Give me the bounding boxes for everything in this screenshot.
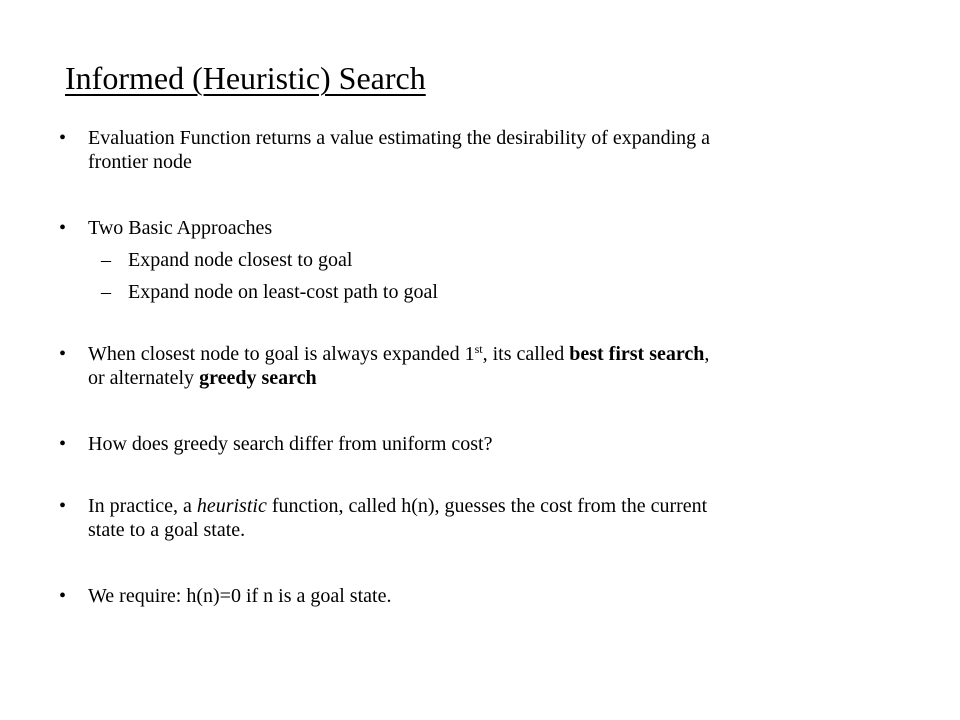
- bullet-marker: •: [59, 343, 67, 365]
- slide-title: Informed (Heuristic) Search: [65, 60, 426, 96]
- sub-bullet-least-cost-path: [101, 280, 801, 304]
- bullet-marker: •: [59, 217, 67, 239]
- bullet-text: Two Basic Approaches: [88, 217, 273, 239]
- superscript: st: [474, 342, 483, 356]
- sub-bullet-text: Expand node closest to goal: [128, 249, 353, 271]
- term-heuristic: heuristic: [196, 495, 267, 517]
- term-greedy-search: greedy search: [199, 367, 317, 389]
- bullet-text: In practice, a heuristic function, called h(n), guesses the cost from the current state to a goal state.: [88, 495, 708, 541]
- bullet-evaluation-function: [59, 126, 819, 174]
- bullet-marker: •: [59, 495, 67, 517]
- bullet-two-basic-approaches: [59, 216, 819, 240]
- bullet-best-first-search: [59, 342, 819, 390]
- bullet-text: When closest node to goal is always expanded 1st, its called best first search, or alternately greedy search: [88, 342, 710, 389]
- sub-bullet-marker: –: [101, 281, 111, 303]
- bullet-greedy-vs-uniform: [59, 432, 819, 456]
- term-best-first-search: best first search: [569, 343, 705, 365]
- bullet-marker: •: [59, 585, 67, 607]
- bullet-text: Evaluation Function returns a value estimating the desirability of expanding a frontier node: [88, 127, 711, 173]
- bullet-we-require: [59, 584, 819, 608]
- sub-bullet-text: Expand node on least-cost path to goal: [128, 281, 438, 303]
- sub-bullet-marker: –: [101, 249, 111, 271]
- bullet-marker: •: [59, 433, 67, 455]
- bullet-text: How does greedy search differ from uniform cost?: [88, 433, 493, 455]
- bullet-marker: •: [59, 127, 67, 149]
- bullet-text: We require: h(n)=0 if n is a goal state.: [88, 585, 392, 607]
- bullet-heuristic-function: [59, 494, 819, 542]
- sub-bullet-closest-to-goal: [101, 248, 801, 272]
